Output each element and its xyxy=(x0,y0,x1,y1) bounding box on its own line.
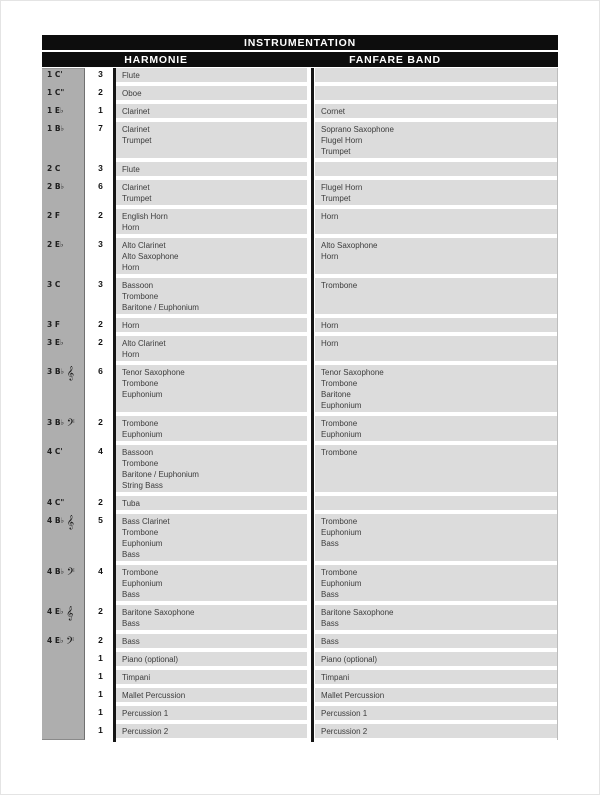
instrument-name: Tenor Saxophone xyxy=(122,367,185,377)
part-label: 1 B♭ xyxy=(47,124,65,133)
instrument-name: Euphonium xyxy=(122,429,163,439)
part-label: 4 B♭ 𝄞 xyxy=(47,514,75,529)
harmonie-cell xyxy=(116,724,307,738)
instrument-name: Trombone xyxy=(122,458,159,468)
table-row xyxy=(42,104,558,118)
table-row xyxy=(42,162,558,176)
harmonie-cell xyxy=(116,104,307,118)
instrument-name: Clarinet xyxy=(122,106,150,116)
table-row xyxy=(42,688,558,702)
part-count: 1 xyxy=(98,689,103,699)
harmonie-cell xyxy=(116,605,307,630)
part-label: 3 B♭ 𝄞 xyxy=(47,365,75,380)
table-row xyxy=(42,278,558,314)
instrument-name: Trumpet xyxy=(122,135,152,145)
harmonie-cell xyxy=(116,238,307,274)
part-label xyxy=(42,706,85,720)
instrument-name: Flute xyxy=(122,70,140,80)
instrument-name: Horn xyxy=(122,222,140,232)
fanfare-cell xyxy=(315,365,557,412)
instrument-name: Percussion 2 xyxy=(321,726,368,736)
harmonie-cell xyxy=(116,180,307,205)
part-label: 1 C" xyxy=(47,88,65,97)
part-label: 1 C' xyxy=(47,70,63,79)
part-count: 3 xyxy=(98,239,103,249)
fanfare-cell xyxy=(315,565,557,601)
fanfare-cell xyxy=(315,122,557,158)
instrument-name: Trumpet xyxy=(321,146,351,156)
instrument-name: Horn xyxy=(321,338,339,348)
part-count: 3 xyxy=(98,279,103,289)
part-count: 4 xyxy=(98,566,103,576)
instrument-name: Baritone Saxophone xyxy=(122,607,195,617)
part-count: 2 xyxy=(98,337,103,347)
instrument-name: Trombone xyxy=(122,527,159,537)
instrument-name: Bass xyxy=(122,549,140,559)
table-row xyxy=(42,565,558,601)
table-row xyxy=(42,724,558,738)
instrument-name: Alto Saxophone xyxy=(321,240,378,250)
instrument-name: Tuba xyxy=(122,498,140,508)
instrument-name: Flute xyxy=(122,164,140,174)
part-label xyxy=(42,688,85,702)
instrument-name: Bass xyxy=(321,636,339,646)
instrument-name: Alto Saxophone xyxy=(122,251,179,261)
fanfare-cell xyxy=(315,496,557,510)
column-header-harmonie: HARMONIE xyxy=(124,53,188,66)
part-label: 4 C" xyxy=(47,498,65,507)
vertical-divider-left xyxy=(113,68,116,742)
table-row xyxy=(42,180,558,205)
part-count: 1 xyxy=(98,707,103,717)
instrument-name: Trumpet xyxy=(321,193,351,203)
part-count: 2 xyxy=(98,417,103,427)
harmonie-cell xyxy=(116,670,307,684)
instrument-name: Bass xyxy=(321,618,339,628)
fanfare-cell xyxy=(315,634,557,648)
fanfare-cell xyxy=(315,416,557,441)
part-count: 5 xyxy=(98,515,103,525)
instrument-name: Alto Clarinet xyxy=(122,240,166,250)
part-label: 2 B♭ xyxy=(47,182,65,191)
table-row xyxy=(42,634,558,648)
fanfare-cell xyxy=(315,104,557,118)
instrument-name: Trombone xyxy=(321,447,358,457)
part-count: 1 xyxy=(98,653,103,663)
instrument-name: Soprano Saxophone xyxy=(321,124,394,134)
fanfare-cell xyxy=(315,514,557,561)
part-count: 2 xyxy=(98,87,103,97)
instrument-name: Baritone Saxophone xyxy=(321,607,394,617)
fanfare-cell xyxy=(315,318,557,332)
fanfare-cell xyxy=(315,724,557,738)
harmonie-cell xyxy=(116,706,307,720)
table-row xyxy=(42,68,558,82)
clef-icon: 𝄞 xyxy=(66,365,75,380)
instrument-name: Timpani xyxy=(122,672,151,682)
harmonie-cell xyxy=(116,688,307,702)
table-row xyxy=(42,86,558,100)
harmonie-cell xyxy=(116,445,307,492)
instrument-name: Tenor Saxophone xyxy=(321,367,384,377)
fanfare-cell xyxy=(315,68,557,82)
instrument-name: Bass xyxy=(122,589,140,599)
part-label: 4 C' xyxy=(47,447,63,456)
instrument-name: Trombone xyxy=(321,280,358,290)
instrument-name: Timpani xyxy=(321,672,350,682)
fanfare-cell xyxy=(315,238,557,274)
instrumentation-table xyxy=(42,68,558,742)
instrument-name: Bass xyxy=(321,538,339,548)
table-row xyxy=(42,605,558,630)
clef-icon: 𝄞 xyxy=(66,605,74,620)
instrument-name: Horn xyxy=(122,262,140,272)
fanfare-cell xyxy=(315,706,557,720)
harmonie-cell xyxy=(116,209,307,234)
fanfare-cell xyxy=(315,278,557,314)
instrument-name: Baritone / Euphonium xyxy=(122,302,199,312)
instrument-name: Clarinet xyxy=(122,124,150,134)
instrument-name: Piano (optional) xyxy=(122,654,179,664)
harmonie-cell xyxy=(116,122,307,158)
instrument-name: Horn xyxy=(321,251,339,261)
part-label xyxy=(42,724,85,738)
harmonie-cell xyxy=(116,162,307,176)
part-count: 2 xyxy=(98,319,103,329)
fanfare-cell xyxy=(315,670,557,684)
harmonie-cell xyxy=(116,416,307,441)
fanfare-cell xyxy=(315,209,557,234)
part-count: 3 xyxy=(98,163,103,173)
harmonie-cell xyxy=(116,514,307,561)
part-label: 3 C xyxy=(47,280,61,289)
part-label xyxy=(42,652,85,666)
part-label: 3 B♭ 𝄢 xyxy=(47,416,75,431)
fanfare-cell xyxy=(315,162,557,176)
fanfare-cell xyxy=(315,652,557,666)
instrument-name: Euphonium xyxy=(321,400,362,410)
clef-icon: 𝄢 xyxy=(66,634,75,649)
part-count: 4 xyxy=(98,446,103,456)
instrument-name: Horn xyxy=(122,320,140,330)
instrument-name: Euphonium xyxy=(122,578,163,588)
table-row xyxy=(42,496,558,510)
instrument-name: Bassoon xyxy=(122,447,154,457)
instrument-name: Mallet Percussion xyxy=(122,690,186,700)
instrument-name: Euphonium xyxy=(321,578,362,588)
instrument-name: Percussion 2 xyxy=(122,726,169,736)
part-label: 3 F xyxy=(47,320,60,329)
instrument-name: Cornet xyxy=(321,106,346,116)
fanfare-cell xyxy=(315,180,557,205)
table-row xyxy=(42,318,558,332)
part-label: 1 E♭ xyxy=(47,106,64,115)
part-count: 3 xyxy=(98,69,103,79)
part-count: 2 xyxy=(98,606,103,616)
clef-icon: 𝄞 xyxy=(66,514,75,529)
part-label: 2 F xyxy=(47,211,60,220)
instrument-name: Bass xyxy=(122,618,140,628)
instrument-name: Horn xyxy=(321,211,339,221)
instrument-name: Alto Clarinet xyxy=(122,338,166,348)
harmonie-cell xyxy=(116,336,307,361)
page-title: INSTRUMENTATION xyxy=(244,36,356,49)
part-label: 2 E♭ xyxy=(47,240,64,249)
table-row xyxy=(42,670,558,684)
part-count: 6 xyxy=(98,181,103,191)
instrument-name: Euphonium xyxy=(122,538,163,548)
instrument-name: Trombone xyxy=(321,516,358,526)
instrument-name: Trombone xyxy=(321,378,358,388)
harmonie-cell xyxy=(116,565,307,601)
table-row xyxy=(42,514,558,561)
table-row xyxy=(42,416,558,441)
instrument-name: English Horn xyxy=(122,211,168,221)
instrument-name: Euphonium xyxy=(122,389,163,399)
table-row xyxy=(42,209,558,234)
instrument-name: Clarinet xyxy=(122,182,150,192)
clef-icon: 𝄢 xyxy=(66,565,75,580)
fanfare-cell xyxy=(315,605,557,630)
instrument-name: Trombone xyxy=(122,378,159,388)
instrument-name: Trombone xyxy=(321,567,358,577)
fanfare-cell xyxy=(315,336,557,361)
instrument-name: Trombone xyxy=(321,418,358,428)
harmonie-cell xyxy=(116,365,307,412)
instrument-table-rows xyxy=(42,68,558,738)
part-count: 6 xyxy=(98,366,103,376)
instrument-name: Flugel Horn xyxy=(321,135,363,145)
part-count: 1 xyxy=(98,671,103,681)
vertical-divider-right-edge xyxy=(557,68,558,740)
column-header-bar xyxy=(42,52,558,67)
fanfare-cell xyxy=(315,86,557,100)
table-row xyxy=(42,122,558,158)
instrument-name: Trombone xyxy=(122,567,159,577)
instrument-name: Baritone / Euphonium xyxy=(122,469,199,479)
harmonie-cell xyxy=(116,318,307,332)
instrument-name: String Bass xyxy=(122,480,163,490)
part-count: 2 xyxy=(98,210,103,220)
vertical-divider-middle xyxy=(311,68,314,742)
instrumentation-title-bar xyxy=(42,35,558,50)
clef-icon: 𝄢 xyxy=(66,416,75,431)
harmonie-cell xyxy=(116,634,307,648)
harmonie-cell xyxy=(116,496,307,510)
instrument-name: Euphonium xyxy=(321,429,362,439)
instrument-name: Bass Clarinet xyxy=(122,516,170,526)
part-label: 3 E♭ xyxy=(47,338,64,347)
part-label: 4 E♭ 𝄢 xyxy=(47,634,75,649)
part-label: 4 E♭ 𝄞 xyxy=(47,605,74,620)
part-count: 2 xyxy=(98,497,103,507)
part-count: 1 xyxy=(98,105,103,115)
part-count: 7 xyxy=(98,123,103,133)
part-label: 4 B♭ 𝄢 xyxy=(47,565,75,580)
table-row xyxy=(42,238,558,274)
part-label xyxy=(42,670,85,684)
instrument-name: Trumpet xyxy=(122,193,152,203)
instrument-name: Trombone xyxy=(122,291,159,301)
table-row xyxy=(42,336,558,361)
instrument-name: Mallet Percussion xyxy=(321,690,385,700)
instrument-name: Piano (optional) xyxy=(321,654,378,664)
instrument-name: Baritone xyxy=(321,389,351,399)
table-row xyxy=(42,445,558,492)
harmonie-cell xyxy=(116,86,307,100)
harmonie-cell xyxy=(116,652,307,666)
instrument-name: Bass xyxy=(321,589,339,599)
part-count: 2 xyxy=(98,635,103,645)
harmonie-cell xyxy=(116,68,307,82)
column-header-fanfare-band: FANFARE BAND xyxy=(349,53,441,66)
table-row xyxy=(42,706,558,720)
harmonie-cell xyxy=(116,278,307,314)
instrument-name: Percussion 1 xyxy=(321,708,368,718)
instrument-name: Trombone xyxy=(122,418,159,428)
fanfare-cell xyxy=(315,688,557,702)
instrument-name: Euphonium xyxy=(321,527,362,537)
instrument-name: Bassoon xyxy=(122,280,154,290)
instrument-name: Bass xyxy=(122,636,140,646)
table-row xyxy=(42,652,558,666)
instrument-name: Horn xyxy=(321,320,339,330)
part-label: 2 C xyxy=(47,164,61,173)
instrument-name: Flugel Horn xyxy=(321,182,363,192)
instrument-name: Percussion 1 xyxy=(122,708,169,718)
instrument-name: Oboe xyxy=(122,88,142,98)
instrument-name: Horn xyxy=(122,349,140,359)
table-row xyxy=(42,365,558,412)
part-count: 1 xyxy=(98,725,103,735)
fanfare-cell xyxy=(315,445,557,492)
